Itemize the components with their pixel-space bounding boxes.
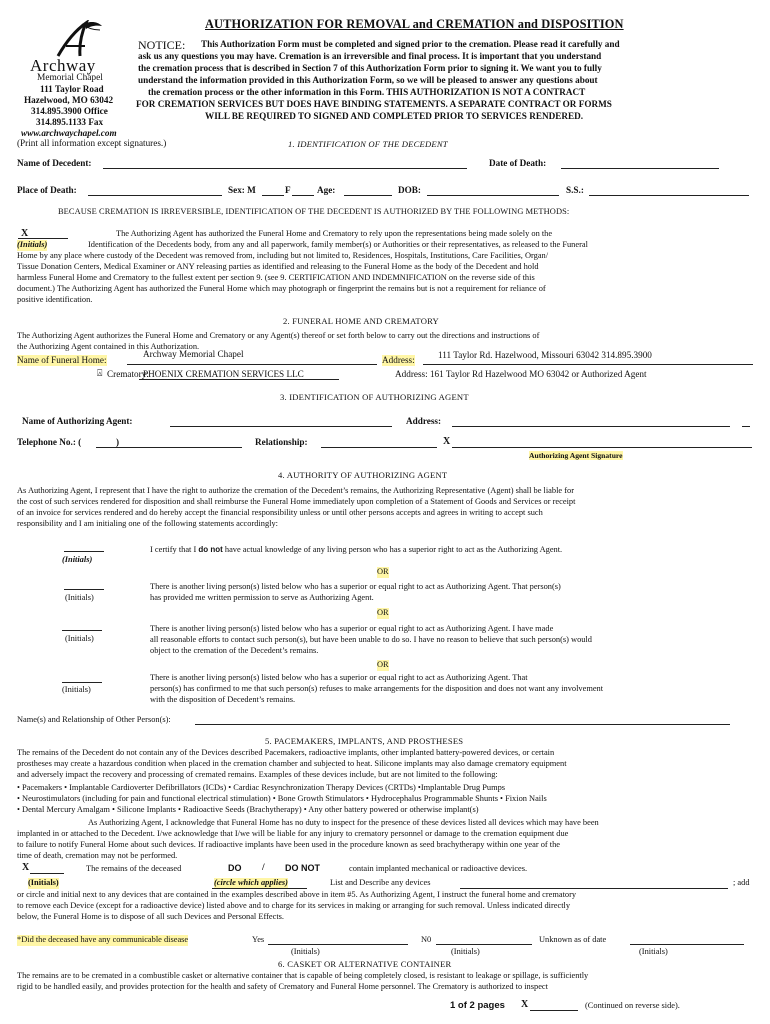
sex-m-field[interactable]: [262, 195, 284, 196]
footer-signature-x: X: [521, 999, 529, 1010]
notice-line-4: the cremation process or the other information in this Form. THIS AUTHORIZATION IS NOT A CONTRACT: [148, 87, 586, 97]
age-field[interactable]: [344, 195, 392, 196]
or-label-1: OR: [377, 567, 389, 576]
method-line-3: Tissue Donation Centers, Medical Examiner or ANY releasing parties as identified and releasing to the Funeral Home as the body of the Decedent and hold: [17, 262, 539, 271]
sex-label: Sex: M: [228, 185, 256, 195]
ss-field[interactable]: [589, 195, 749, 196]
option3-initials-label: (Initials): [65, 634, 94, 643]
funeral-home-label: Name of Funeral Home:: [17, 355, 107, 365]
contain-label: contain implanted mechanical or radioactive devices.: [349, 864, 528, 873]
section2-line-0: The Authorizing Agent authorizes the Funeral Home and Crematory or any Agent(s) thereof or set forth below to carry out the directions and instructions of: [17, 331, 540, 340]
footer-signature-field[interactable]: [530, 1010, 578, 1011]
archway-logo-icon: [52, 20, 104, 58]
place-of-death-label: Place of Death:: [17, 185, 77, 195]
do-not-option[interactable]: DO NOT: [285, 863, 320, 873]
option3-line-2: object to the cremation of the Decedent’s remains.: [150, 646, 319, 655]
identification-initials-label: (Initials): [17, 240, 48, 249]
ss-label: S.S.:: [566, 185, 584, 195]
disease-yes-field[interactable]: [268, 944, 408, 945]
disease-yes-initials: (Initials): [291, 947, 320, 956]
crematory-label: Crematory:: [107, 369, 149, 379]
ack-line-3: time of death, cremation may not be performed.: [17, 851, 178, 860]
devices-initials-label: (Initials): [28, 878, 59, 887]
company-subtitle: Memorial Chapel: [37, 73, 103, 83]
section4-intro-2: of an invoice for services rendered and do hereby accept the financial responsibility unless or until other persons accepts and agrees in writing to accept such: [17, 508, 543, 517]
remains-label: The remains of the deceased: [86, 864, 182, 873]
method-line-5: document.) The Authorizing Agent has authorized the Funeral Home which may photograph or fingerprint the remains but is not a requirement for reliance of: [17, 284, 546, 293]
section2-line-1: the Authorizing Agent contained in this Authorization.: [17, 342, 200, 351]
option3-initials-field[interactable]: [62, 630, 102, 631]
print-note: (Print all information except signatures.): [17, 138, 167, 148]
section5-intro-1: prostheses may create a hazardous condition when placed in the cremation chamber and subjected to heat. Silicone implants may also damage crematory equipment: [17, 759, 567, 768]
section5-tail-0: or circle and initial next to any devices that are contained in the examples described above in item #5. As Authorizing Agent, I instruct the funeral home and crematory: [17, 890, 577, 899]
telephone-close-paren: ): [116, 437, 120, 447]
agent-signature-label: Authorizing Agent Signature: [529, 451, 623, 460]
option1-text-post: have actual knowledge of any living person who has a superior right to act as the Authorizing Agent.: [222, 545, 563, 554]
telephone-label: Telephone No.: (: [17, 437, 82, 447]
or-label-3: OR: [377, 660, 389, 669]
other-persons-field[interactable]: [195, 724, 730, 725]
method-line-2: Home by any place where custody of the Decedent was removed from, including but not limited to, Residences, Hospitals, Institutions, Care Facilities, Organ/: [17, 251, 549, 260]
agent-address-label: Address:: [406, 416, 442, 426]
circle-field[interactable]: [212, 888, 307, 889]
continued-label: (Continued on reverse side).: [585, 1001, 680, 1010]
option2-initials-label: (Initials): [65, 593, 94, 602]
section4-intro-1: the cost of such services rendered for disposition and shall reimburse the Funeral Home immediately upon completion of a Statement of Goods and Services or receipt: [17, 497, 576, 506]
section3-heading: 3. IDENTIFICATION OF AUTHORIZING AGENT: [280, 392, 469, 402]
section5-heading: 5. PACEMAKERS, IMPLANTS, AND PROSTHESES: [265, 736, 464, 746]
option3-line-0: There is another living person(s) listed below who has a superior or equal right to act as Authorizing Agent. I have made: [150, 624, 554, 633]
agent-signature-field[interactable]: [452, 447, 752, 448]
crematory-icon: ⍓: [97, 368, 103, 378]
section4-intro-0: As Authorizing Agent, I represent that I have the right to authorize the cremation of the Decedent’s remains, the Authorizing Representative (Agent) shall be liable for: [17, 486, 574, 495]
devices-initials-field[interactable]: [30, 873, 64, 874]
or-label-2: OR: [377, 608, 389, 617]
identification-methods-heading: BECAUSE CREMATION IS IRREVERSIBLE, IDENTIFICATION OF THE DECEDENT IS AUTHORIZED BY THE FOLLOWING METHODS:: [58, 207, 570, 216]
list-devices-field[interactable]: [460, 888, 728, 889]
do-option[interactable]: DO: [228, 863, 242, 873]
disease-unknown-date-field[interactable]: [630, 944, 744, 945]
decedent-name-field[interactable]: [103, 168, 467, 169]
date-of-death-field[interactable]: [561, 168, 719, 169]
list-devices-label: List and Describe any devices: [330, 878, 431, 887]
option1-text-bold: do not: [198, 545, 223, 554]
company-office: 314.895.3900 Office: [31, 106, 108, 116]
option4-initials-field[interactable]: [62, 682, 102, 683]
option4-line-2: with the disposition of Decedent’s remains.: [150, 695, 296, 704]
section6-line-0: The remains are to be cremated in a combustible casket or alternative container that is capable of being completely closed, is resistant to leakage or spillage, is sufficiently: [17, 971, 589, 980]
option1-initials-field[interactable]: [64, 551, 104, 552]
section5-intro-2: and adversely impact the recovery and processing of cremated remains. Examples of these devices include, but are not limited to the following:: [17, 770, 498, 779]
device-list-2: • Dental Mercury Amalgam • Silicone Implants • Radioactive Seeds (Brachytherapy) • Any other battery powered or otherwise implant(s): [17, 805, 479, 814]
device-list-1: • Neurostimulators (including for pain and functional electrical stimulation) • Bone Growth Stimulators • Hydrocephalus Programmable Shunts • Fixion Nails: [17, 794, 547, 803]
notice-label: NOTICE:: [138, 38, 186, 52]
ack-line-0: As Authorizing Agent, I acknowledge that Funeral Home has no duty to inspect for the presence of these devices listed all devices which may have been: [88, 818, 599, 827]
dob-field[interactable]: [427, 195, 559, 196]
crematory-field[interactable]: [139, 379, 339, 380]
option2-line-0: There is another living person(s) listed below who has a superior or equal right to act as Authorizing Agent. That person(s): [150, 582, 561, 591]
crematory-value[interactable]: PHOENIX CREMATION SERVICES LLC: [143, 369, 304, 379]
ack-line-1: implanted in or attached to the Decedent. I/we acknowledge that I/we will be liable for any injury to crematory personnel or damage to the cremation equipment due: [17, 829, 569, 838]
ack-line-2: to failure to notify Funeral Home about such devices. If radioactive implants have been used in the procedure known as seed brachytherapy within one year of the: [17, 840, 561, 849]
agent-signature-x: X: [443, 436, 451, 447]
company-website: www.archwaychapel.com: [21, 128, 117, 138]
other-persons-label: Name(s) and Relationship of Other Person(s):: [17, 715, 171, 724]
date-of-death-label: Date of Death:: [489, 158, 547, 168]
funeral-home-address-field[interactable]: [423, 364, 753, 365]
decedent-name-label: Name of Decedent:: [17, 158, 92, 168]
method-line-0: The Authorizing Agent has authorized the Funeral Home and Crematory to rely upon the representations being made solely on the: [116, 229, 553, 238]
section4-intro-3: responsibility and I am initialing one of the following statements accordingly:: [17, 519, 278, 528]
place-of-death-field[interactable]: [88, 195, 222, 196]
agent-name-label: Name of Authorizing Agent:: [22, 416, 133, 426]
disease-unknown-label: Unknown as of date: [539, 935, 607, 944]
agent-address-field-end[interactable]: [742, 426, 750, 427]
section5-intro-0: The remains of the Decedent do not contain any of the Devices described Pacemakers, radioactive implants, other implanted battery-powered devices, or certain: [17, 748, 555, 757]
section2-heading: 2. FUNERAL HOME AND CREMATORY: [283, 316, 439, 326]
add-label: ; add: [733, 878, 750, 887]
archway-logo: [52, 20, 104, 58]
option1-text: [150, 545, 562, 556]
identification-initial-mark[interactable]: X: [21, 228, 29, 239]
notice-line-3: understand the information provided in this Authorization Form, so we will be pleased to answer any questions about: [138, 75, 598, 85]
disease-yes-label: Yes: [252, 935, 265, 944]
funeral-home-address-label: Address:: [382, 355, 415, 365]
identification-initials-field[interactable]: [18, 238, 68, 239]
section1-heading: 1. IDENTIFICATION OF THE DECEDENT: [288, 139, 448, 149]
method-line-4: harmless Funeral Home and Crematory to the fullest extent per section 9. (see 9. CERTIFICATION AND INDEMNIFICATION on the reverse side of this: [17, 273, 535, 282]
sex-f-field[interactable]: [292, 195, 314, 196]
communicable-disease-label: *Did the deceased have any communicable disease: [17, 935, 189, 944]
disease-no-field[interactable]: [436, 944, 532, 945]
telephone-field[interactable]: [96, 447, 242, 448]
notice-line-5: FOR CREMATION SERVICES BUT DOES HAVE BINDING STATEMENTS. A SEPARATE CONTRACT OR FORMS: [136, 99, 612, 109]
agent-address-field[interactable]: [452, 426, 730, 427]
method-line-1: Identification of the Decedents body, from any and all paperwork, family member(s) or Authorities or their representatives, as released to the Funeral: [88, 240, 588, 249]
do-slash: /: [262, 863, 265, 873]
section6-heading: 6. CASKET OR ALTERNATIVE CONTAINER: [278, 959, 452, 969]
section4-heading: 4. AUTHORITY OF AUTHORIZING AGENT: [278, 470, 448, 480]
method-line-6: positive identification.: [17, 295, 93, 304]
company-fax: 314.895.1133 Fax: [36, 117, 104, 127]
agent-name-field[interactable]: [170, 426, 392, 427]
notice-line-1: ask us any questions you may have. Cremation is an irreversible and final process. It is important that you understand: [138, 51, 602, 61]
company-address1: 111 Taylor Road: [40, 84, 104, 94]
funeral-home-value[interactable]: Archway Memorial Chapel: [143, 349, 244, 359]
company-address2: Hazelwood, MO 63042: [24, 95, 114, 105]
option4-line-1: person(s) has confirmed to me that such person(s) refuses to make arrangements for the disposition and does not want any involvement: [150, 684, 604, 693]
devices-initial-mark[interactable]: X: [22, 862, 30, 873]
funeral-home-address-value[interactable]: 111 Taylor Rd. Hazelwood, Missouri 63042 314.895.3900: [438, 350, 652, 360]
notice-line-2: the cremation process that is described in Section 7 of this Authorization Form prior to signing it. We want you to fully: [138, 63, 602, 73]
form-title: AUTHORIZATION FOR REMOVAL and CREMATION and DISPOSITION: [205, 17, 624, 31]
disease-no-label: N0: [421, 935, 432, 944]
option3-line-1: all reasonable efforts to contact such person(s), but have been unable to do so. I have no reason to believe that such person(s) would: [150, 635, 592, 644]
circle-which-applies: (circle which applies): [214, 878, 288, 887]
relationship-field[interactable]: [321, 447, 437, 448]
disease-no-initials: (Initials): [451, 947, 480, 956]
device-list-0: • Pacemakers • Implantable Cardioverter Defibrillators (ICDs) • Cardiac Resynchronization Therapy Devices (CRTDs) •Implantable Drug Pumps: [17, 783, 506, 792]
funeral-home-field[interactable]: [127, 364, 377, 365]
option2-line-1: has provided me written permission to serve as Authorizing Agent.: [150, 593, 374, 602]
crematory-address: Address: 161 Taylor Rd Hazelwood MO 63042 or Authorized Agent: [395, 369, 647, 379]
option4-initials-label: (Initials): [62, 685, 91, 694]
option1-text-pre: I certify that I: [150, 545, 199, 554]
dob-label: DOB:: [398, 185, 421, 195]
section5-tail-1: to remove each Device (except for a radioactive device) listed above and to charge for its services in making or arranging for such removal. Unless indicated directly: [17, 901, 571, 910]
option2-initials-field[interactable]: [64, 589, 104, 590]
section6-line-1: rigid to be handled easily, and provides protection for the health and safety of Crematory and Funeral Home personnel. The Crematory is authorized to inspect: [17, 982, 548, 991]
section5-tail-2: below, the Funeral Home is to dispose of all such Devices and Personal Effects.: [17, 912, 285, 921]
page-count: 1 of 2 pages: [450, 1000, 505, 1011]
sex-f-label: F: [285, 185, 291, 195]
option4-line-0: There is another living person(s) listed below who has a superior or equal right to act as Authorizing Agent. That: [150, 673, 528, 682]
age-label: Age:: [317, 185, 336, 195]
notice-line-6: WILL BE REQUIRED TO SIGNED AND COMPLETED PRIOR TO SERVICES RENDERED.: [205, 111, 584, 121]
notice-line-0: This Authorization Form must be completed and signed prior to the cremation. Please read it carefully and: [201, 39, 620, 49]
option1-initials-label: (Initials): [62, 555, 93, 564]
relationship-label: Relationship:: [255, 437, 308, 447]
disease-unknown-initials: (Initials): [639, 947, 668, 956]
company-name: Archway: [30, 56, 96, 75]
